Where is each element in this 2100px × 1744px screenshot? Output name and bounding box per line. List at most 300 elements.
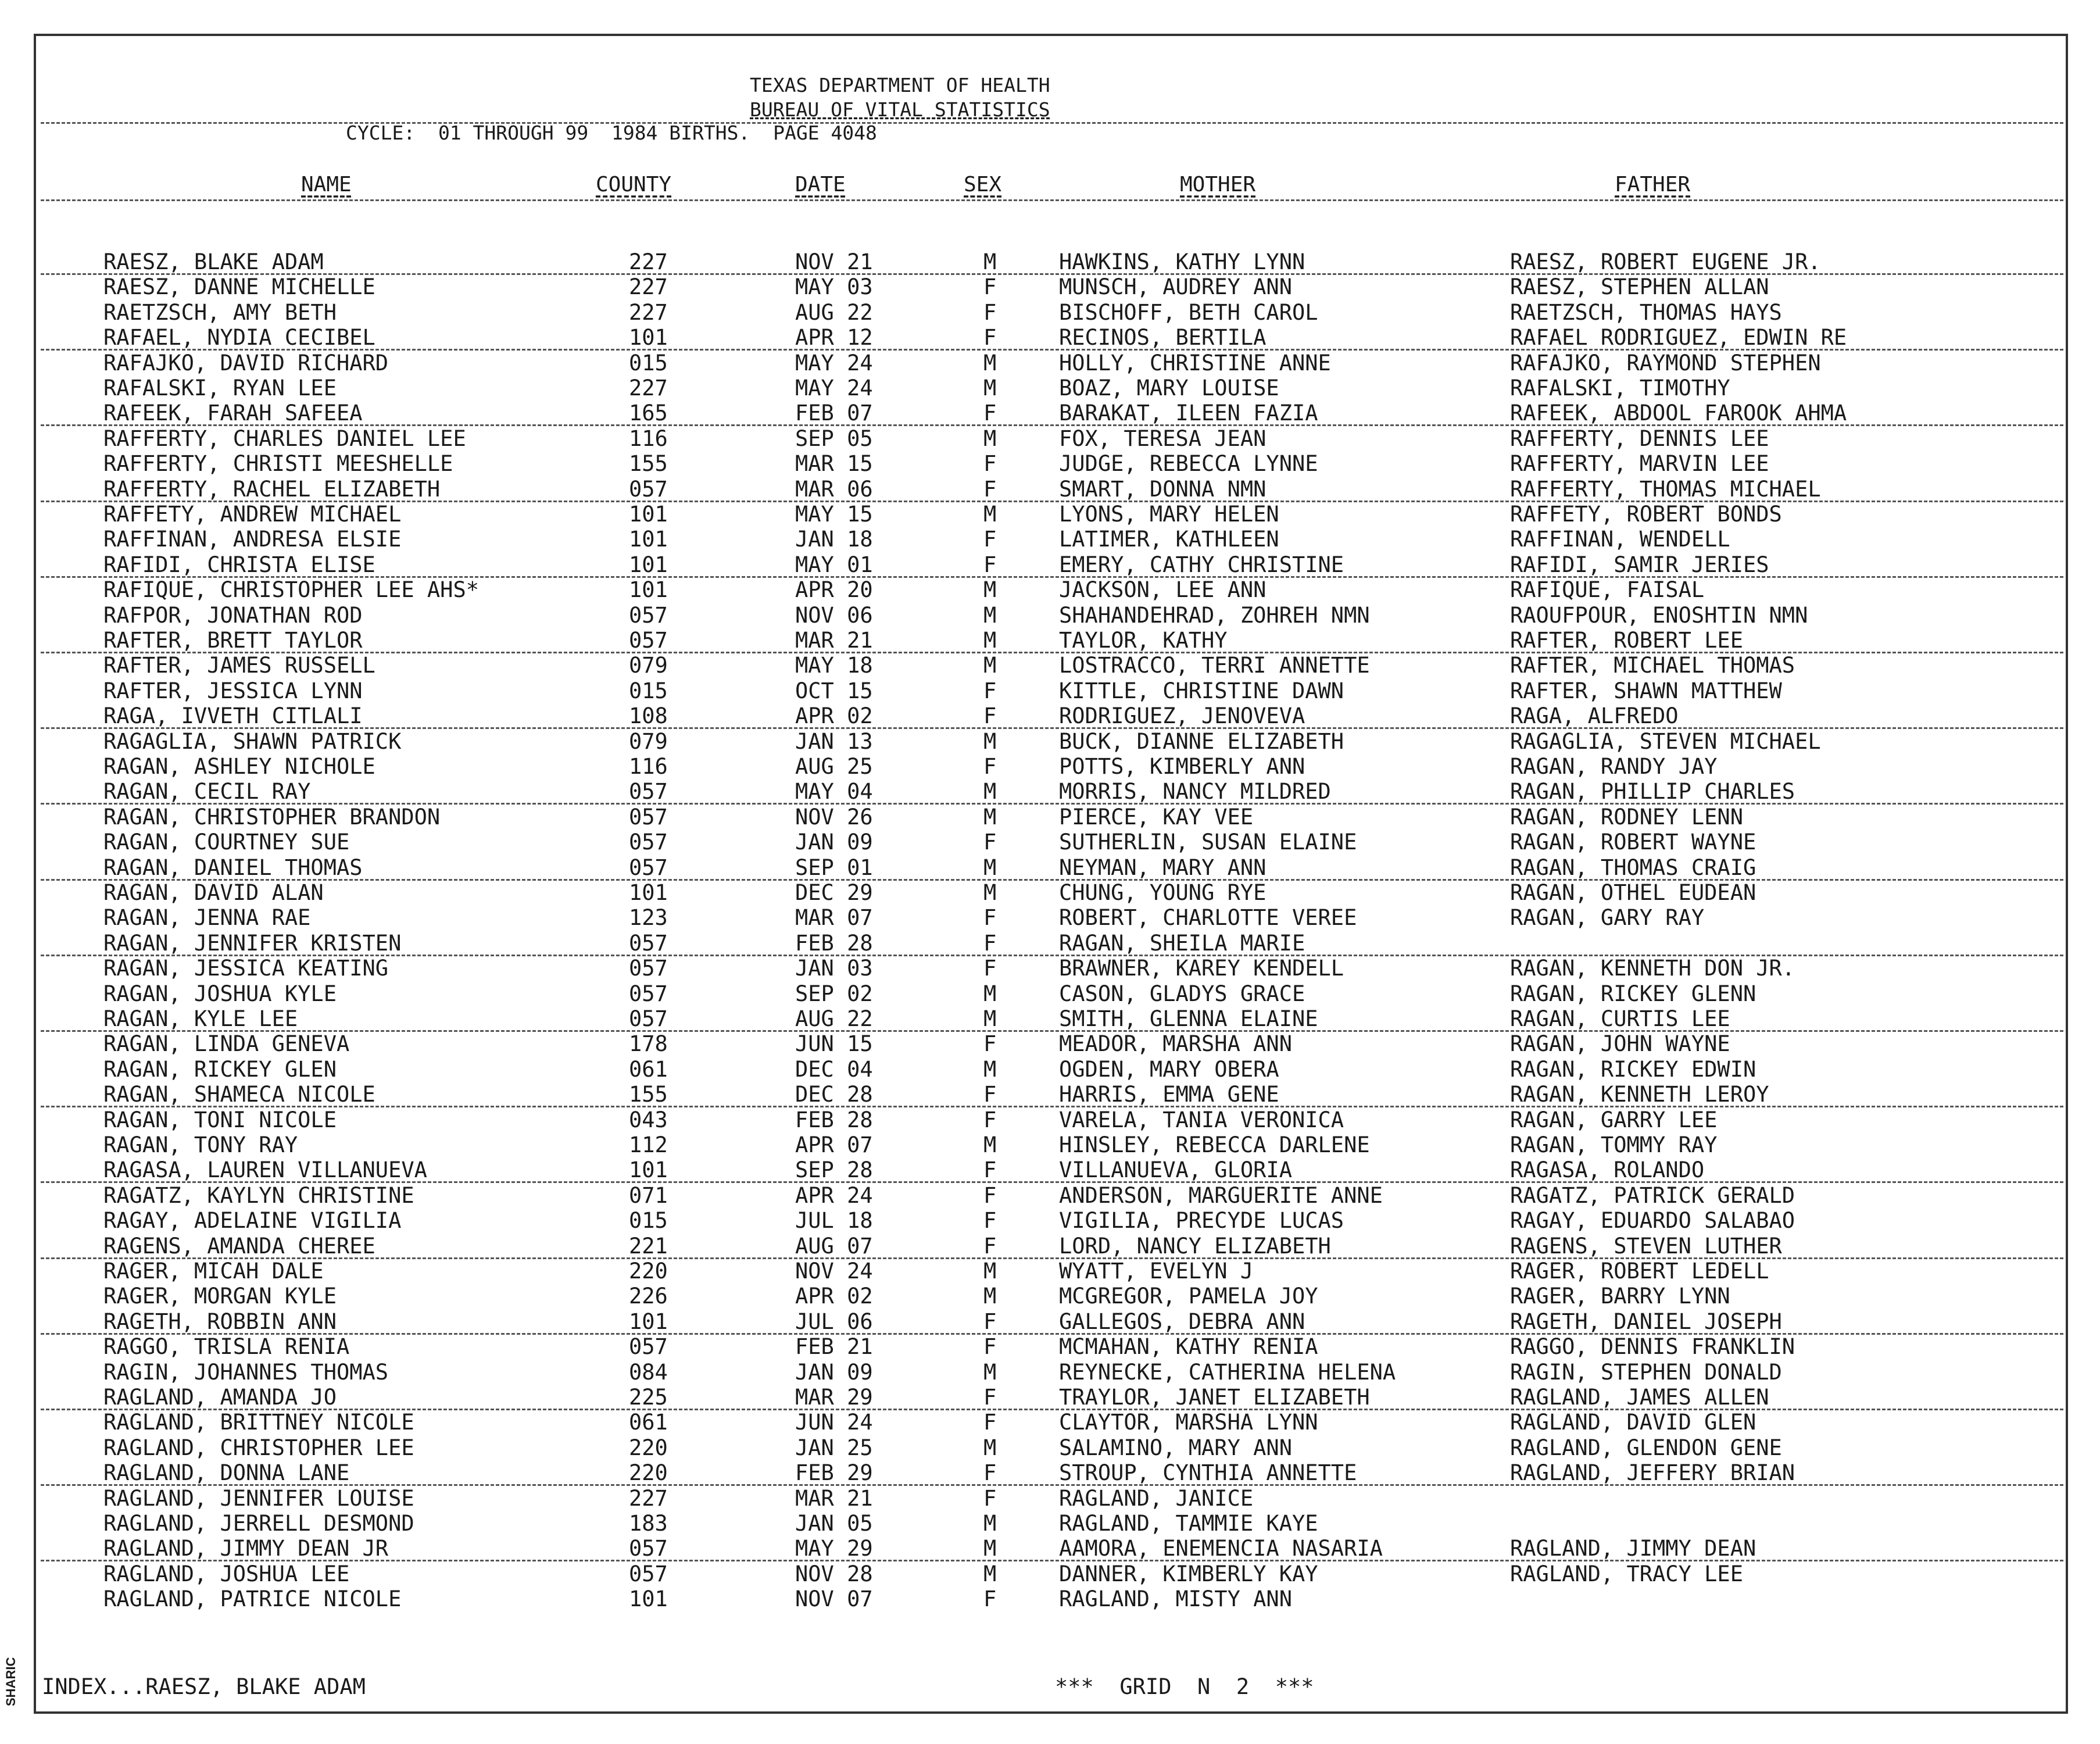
cell-date: MAY 15: [795, 502, 873, 527]
cell-date: OCT 15: [795, 678, 873, 703]
cell-father: RAFFERTY, DENNIS LEE: [1510, 426, 1769, 451]
grid-footer: *** GRID N 2 ***: [1055, 1674, 1314, 1699]
cell-sex: M: [983, 855, 997, 880]
cell-date: APR 24: [795, 1182, 873, 1208]
cell-county: 057: [629, 1334, 668, 1360]
cell-mother: CASON, GLADYS GRACE: [1059, 981, 1305, 1006]
cell-date: NOV 06: [795, 602, 873, 628]
side-label: SHARIC: [3, 1657, 18, 1706]
cell-county: 112: [629, 1132, 668, 1157]
column-header-county: COUNTY: [596, 173, 672, 196]
cell-father: RAGAN, JOHN WAYNE: [1510, 1031, 1730, 1057]
cell-sex: M: [983, 779, 997, 805]
cell-date: SEP 01: [795, 855, 873, 880]
cell-sex: M: [983, 981, 997, 1006]
cell-county: 057: [629, 855, 668, 880]
cell-father: RAESZ, ROBERT EUGENE JR.: [1510, 249, 1821, 274]
cell-father: RAFTER, SHAWN MATTHEW: [1510, 678, 1782, 703]
cell-father: RAGLAND, JAMES ALLEN: [1510, 1385, 1769, 1410]
cell-sex: F: [983, 1410, 997, 1435]
cell-date: JUL 18: [795, 1208, 873, 1234]
cell-county: 015: [629, 350, 668, 376]
cell-father: RAGGO, DENNIS FRANKLIN: [1510, 1334, 1795, 1360]
cell-date: NOV 21: [795, 249, 873, 274]
cell-date: MAY 04: [795, 779, 873, 805]
cell-father: RAESZ, STEPHEN ALLAN: [1510, 274, 1769, 300]
cell-father: RAGIN, STEPHEN DONALD: [1510, 1359, 1782, 1385]
cell-name: RAFFERTY, RACHEL ELIZABETH: [103, 476, 441, 502]
cell-mother: KITTLE, CHRISTINE DAWN: [1059, 678, 1344, 703]
index-footer: INDEX...RAESZ, BLAKE ADAM: [42, 1674, 366, 1699]
cell-father: RAGAN, KENNETH LEROY: [1510, 1082, 1769, 1107]
cell-date: FEB 28: [795, 930, 873, 956]
cell-sex: F: [983, 1460, 997, 1486]
cell-name: RAGASA, LAUREN VILLANUEVA: [103, 1157, 427, 1183]
cell-county: 227: [629, 249, 668, 274]
cell-sex: F: [983, 1082, 997, 1107]
cell-mother: HINSLEY, REBECCA DARLENE: [1059, 1132, 1370, 1157]
cell-county: 057: [629, 476, 668, 502]
cell-date: APR 02: [795, 703, 873, 729]
cell-name: RAGAN, KYLE LEE: [103, 1006, 298, 1031]
cell-date: FEB 28: [795, 1107, 873, 1132]
cell-mother: MUNSCH, AUDREY ANN: [1059, 274, 1292, 300]
cell-sex: F: [983, 1485, 997, 1511]
cell-date: JAN 03: [795, 956, 873, 981]
cell-date: JAN 05: [795, 1511, 873, 1536]
cell-sex: M: [983, 653, 997, 678]
cell-mother: LOSTRACCO, TERRI ANNETTE: [1059, 653, 1370, 678]
cell-sex: M: [983, 426, 997, 451]
cell-father: RAFFINAN, WENDELL: [1510, 527, 1730, 552]
cell-name: RAGAN, JOSHUA KYLE: [103, 981, 337, 1006]
cell-mother: MORRIS, NANCY MILDRED: [1059, 779, 1331, 805]
cell-name: RAGAN, DAVID ALAN: [103, 880, 324, 905]
cell-father: RAGAN, RICKEY GLENN: [1510, 981, 1756, 1006]
cell-sex: F: [983, 274, 997, 300]
cell-county: 227: [629, 274, 668, 300]
cell-date: MAR 15: [795, 451, 873, 477]
cell-father: RAGLAND, JEFFERY BRIAN: [1510, 1460, 1795, 1486]
cell-mother: BARAKAT, ILEEN FAZIA: [1059, 401, 1318, 426]
cell-mother: JUDGE, REBECCA LYNNE: [1059, 451, 1318, 477]
cell-name: RAFPOR, JONATHAN ROD: [103, 602, 363, 628]
cell-father: RAETZSCH, THOMAS HAYS: [1510, 299, 1782, 325]
cell-sex: F: [983, 1107, 997, 1132]
cell-father: RAGETH, DANIEL JOSEPH: [1510, 1309, 1782, 1334]
cell-sex: M: [983, 728, 997, 754]
cell-sex: M: [983, 1359, 997, 1385]
cell-name: RAGER, MICAH DALE: [103, 1259, 324, 1284]
cell-name: RAGETH, ROBBIN ANN: [103, 1309, 337, 1334]
cell-mother: RAGAN, SHEILA MARIE: [1059, 930, 1305, 956]
cell-father: RAFAJKO, RAYMOND STEPHEN: [1510, 350, 1821, 376]
cell-county: 227: [629, 299, 668, 325]
cell-name: RAGER, MORGAN KYLE: [103, 1284, 337, 1309]
cell-date: MAY 29: [795, 1536, 873, 1561]
cell-date: DEC 28: [795, 1082, 873, 1107]
cell-county: 101: [629, 552, 668, 577]
cell-name: RAFFERTY, CHARLES DANIEL LEE: [103, 426, 466, 451]
cell-name: RAETZSCH, AMY BETH: [103, 299, 337, 325]
cell-sex: M: [983, 1259, 997, 1284]
cell-mother: DANNER, KIMBERLY KAY: [1059, 1561, 1318, 1586]
cell-mother: LATIMER, KATHLEEN: [1059, 527, 1279, 552]
cell-sex: F: [983, 956, 997, 981]
cell-father: RAFIDI, SAMIR JERIES: [1510, 552, 1769, 577]
cell-date: JAN 09: [795, 830, 873, 855]
cell-father: RAFFERTY, MARVIN LEE: [1510, 451, 1769, 477]
cell-father: RAFEEK, ABDOOL FAROOK AHMA: [1510, 401, 1847, 426]
cell-name: RAGLAND, JOSHUA LEE: [103, 1561, 350, 1586]
cell-name: RAGA, IVVETH CITLALI: [103, 703, 363, 729]
cell-mother: REYNECKE, CATHERINA HELENA: [1059, 1359, 1396, 1385]
cell-sex: F: [983, 299, 997, 325]
cell-mother: VIGILIA, PRECYDE LUCAS: [1059, 1208, 1344, 1234]
cell-county: 155: [629, 1082, 668, 1107]
cell-date: MAR 21: [795, 1485, 873, 1511]
cell-county: 057: [629, 1536, 668, 1561]
column-header-father: FATHER: [1615, 173, 1691, 196]
cell-father: RAGAN, GARRY LEE: [1510, 1107, 1718, 1132]
cell-county: 221: [629, 1233, 668, 1259]
cell-sex: M: [983, 249, 997, 274]
cell-mother: RAGLAND, JANICE: [1059, 1485, 1254, 1511]
cell-name: RAGLAND, PATRICE NICOLE: [103, 1586, 402, 1612]
cell-date: SEP 02: [795, 981, 873, 1006]
cell-mother: RODRIGUEZ, JENOVEVA: [1059, 703, 1305, 729]
cell-name: RAGLAND, CHRISTOPHER LEE: [103, 1435, 414, 1460]
cell-name: RAGAN, TONY RAY: [103, 1132, 298, 1157]
cell-date: AUG 25: [795, 754, 873, 779]
cell-sex: F: [983, 1157, 997, 1183]
cell-sex: F: [983, 552, 997, 577]
cell-mother: GALLEGOS, DEBRA ANN: [1059, 1309, 1305, 1334]
cell-date: APR 20: [795, 577, 873, 603]
cell-mother: ANDERSON, MARGUERITE ANNE: [1059, 1182, 1383, 1208]
cell-mother: CHUNG, YOUNG RYE: [1059, 880, 1267, 905]
cell-date: AUG 22: [795, 299, 873, 325]
cell-date: APR 12: [795, 325, 873, 351]
cell-sex: F: [983, 703, 997, 729]
cell-date: JAN 13: [795, 728, 873, 754]
cell-sex: F: [983, 830, 997, 855]
cell-sex: F: [983, 1385, 997, 1410]
agency-title: TEXAS DEPARTMENT OF HEALTH: [750, 74, 1050, 97]
column-header-date: DATE: [795, 173, 846, 196]
cell-county: 220: [629, 1435, 668, 1460]
cell-sex: M: [983, 1284, 997, 1309]
cell-county: 178: [629, 1031, 668, 1057]
cell-county: 226: [629, 1284, 668, 1309]
cell-sex: F: [983, 476, 997, 502]
cell-date: MAY 24: [795, 376, 873, 401]
cell-county: 015: [629, 1208, 668, 1234]
cell-county: 057: [629, 1561, 668, 1586]
cell-name: RAGLAND, AMANDA JO: [103, 1385, 337, 1410]
cell-mother: HOLLY, CHRISTINE ANNE: [1059, 350, 1331, 376]
cell-mother: RAGLAND, MISTY ANN: [1059, 1586, 1292, 1612]
cell-sex: M: [983, 1056, 997, 1082]
cell-father: RAGAN, OTHEL EUDEAN: [1510, 880, 1756, 905]
cell-sex: F: [983, 1233, 997, 1259]
cell-father: RAGAN, KENNETH DON JR.: [1510, 956, 1795, 981]
cell-name: RAGAGLIA, SHAWN PATRICK: [103, 728, 402, 754]
cell-county: 101: [629, 1586, 668, 1612]
cell-county: 227: [629, 1485, 668, 1511]
cell-county: 101: [629, 325, 668, 351]
cycle-line: CYCLE: 01 THROUGH 99 1984 BIRTHS. PAGE 4048: [346, 121, 877, 144]
cell-father: RAGAN, CURTIS LEE: [1510, 1006, 1730, 1031]
cell-mother: HAWKINS, KATHY LYNN: [1059, 249, 1305, 274]
cell-mother: PIERCE, KAY VEE: [1059, 804, 1254, 830]
cell-sex: F: [983, 325, 997, 351]
cell-father: RAGLAND, GLENDON GENE: [1510, 1435, 1782, 1460]
cell-father: RAGAN, RODNEY LENN: [1510, 804, 1743, 830]
cell-sex: F: [983, 678, 997, 703]
cell-county: 101: [629, 880, 668, 905]
cell-date: NOV 07: [795, 1586, 873, 1612]
cell-father: RAGAN, ROBERT WAYNE: [1510, 830, 1756, 855]
cell-mother: FOX, TERESA JEAN: [1059, 426, 1267, 451]
cell-date: MAR 29: [795, 1385, 873, 1410]
column-header-mother: MOTHER: [1180, 173, 1256, 196]
cell-county: 116: [629, 426, 668, 451]
cell-date: MAY 18: [795, 653, 873, 678]
cell-sex: M: [983, 880, 997, 905]
cell-date: JAN 18: [795, 527, 873, 552]
cell-sex: F: [983, 527, 997, 552]
cell-date: FEB 29: [795, 1460, 873, 1486]
cell-date: DEC 29: [795, 880, 873, 905]
cell-county: 057: [629, 602, 668, 628]
cell-father: RAFTER, ROBERT LEE: [1510, 628, 1743, 653]
cell-county: 079: [629, 728, 668, 754]
cell-name: RAFIDI, CHRISTA ELISE: [103, 552, 375, 577]
cell-county: 043: [629, 1107, 668, 1132]
cell-mother: POTTS, KIMBERLY ANN: [1059, 754, 1305, 779]
cell-name: RAGIN, JOHANNES THOMAS: [103, 1359, 389, 1385]
cell-name: RAFTER, BRETT TAYLOR: [103, 628, 363, 653]
cell-sex: M: [983, 1132, 997, 1157]
cell-county: 101: [629, 1309, 668, 1334]
cell-mother: SUTHERLIN, SUSAN ELAINE: [1059, 830, 1357, 855]
cell-date: FEB 07: [795, 401, 873, 426]
cell-date: MAY 03: [795, 274, 873, 300]
cell-mother: BRAWNER, KAREY KENDELL: [1059, 956, 1344, 981]
cell-mother: ROBERT, CHARLOTTE VEREE: [1059, 905, 1357, 931]
cell-name: RAFTER, JAMES RUSSELL: [103, 653, 375, 678]
cell-mother: OGDEN, MARY OBERA: [1059, 1056, 1279, 1082]
cell-mother: TRAYLOR, JANET ELIZABETH: [1059, 1385, 1370, 1410]
cell-name: RAGAN, COURTNEY SUE: [103, 830, 350, 855]
cell-father: RAGAN, RANDY JAY: [1510, 754, 1718, 779]
cell-sex: F: [983, 401, 997, 426]
cell-county: 183: [629, 1511, 668, 1536]
cell-father: RAFAEL RODRIGUEZ, EDWIN RE: [1510, 325, 1847, 351]
row-rule: [41, 1106, 2063, 1107]
cell-sex: F: [983, 754, 997, 779]
cell-name: RAESZ, BLAKE ADAM: [103, 249, 324, 274]
cell-date: NOV 28: [795, 1561, 873, 1586]
cell-date: AUG 07: [795, 1233, 873, 1259]
cell-county: 057: [629, 956, 668, 981]
cell-sex: F: [983, 1334, 997, 1360]
cell-father: RAGLAND, JIMMY DEAN: [1510, 1536, 1756, 1561]
cell-sex: M: [983, 602, 997, 628]
bureau-title: BUREAU OF VITAL STATISTICS: [750, 98, 1050, 121]
cell-mother: BUCK, DIANNE ELIZABETH: [1059, 728, 1344, 754]
cell-mother: SALAMINO, MARY ANN: [1059, 1435, 1292, 1460]
cell-name: RAGLAND, DONNA LANE: [103, 1460, 350, 1486]
cell-mother: LORD, NANCY ELIZABETH: [1059, 1233, 1331, 1259]
cell-name: RAGAN, JENNA RAE: [103, 905, 311, 931]
cell-date: MAR 07: [795, 905, 873, 931]
cell-mother: LYONS, MARY HELEN: [1059, 502, 1279, 527]
cell-county: 123: [629, 905, 668, 931]
cell-name: RAGLAND, JENNIFER LOUISE: [103, 1485, 414, 1511]
cell-mother: BISCHOFF, BETH CAROL: [1059, 299, 1318, 325]
cell-father: RAGLAND, DAVID GLEN: [1510, 1410, 1756, 1435]
cell-date: FEB 21: [795, 1334, 873, 1360]
cell-date: NOV 26: [795, 804, 873, 830]
cell-mother: JACKSON, LEE ANN: [1059, 577, 1267, 603]
cell-date: MAR 21: [795, 628, 873, 653]
cell-county: 101: [629, 502, 668, 527]
cell-county: 057: [629, 628, 668, 653]
cell-name: RAGLAND, BRITTNEY NICOLE: [103, 1410, 414, 1435]
cell-father: RAFIQUE, FAISAL: [1510, 577, 1705, 603]
cell-mother: MEADOR, MARSHA ANN: [1059, 1031, 1292, 1057]
cell-father: RAGAN, PHILLIP CHARLES: [1510, 779, 1795, 805]
cell-sex: M: [983, 376, 997, 401]
cell-mother: SHAHANDEHRAD, ZOHREH NMN: [1059, 602, 1370, 628]
cell-name: RAGAN, CHRISTOPHER BRANDON: [103, 804, 441, 830]
cell-mother: MCGREGOR, PAMELA JOY: [1059, 1284, 1318, 1309]
cell-county: 155: [629, 451, 668, 477]
cell-county: 101: [629, 527, 668, 552]
cell-sex: M: [983, 350, 997, 376]
cell-father: RAGER, BARRY LYNN: [1510, 1284, 1730, 1309]
cell-county: 101: [629, 1157, 668, 1183]
cell-mother: AAMORA, ENEMENCIA NASARIA: [1059, 1536, 1383, 1561]
cell-name: RAGENS, AMANDA CHEREE: [103, 1233, 375, 1259]
cell-name: RAESZ, DANNE MICHELLE: [103, 274, 375, 300]
cell-name: RAGAN, RICKEY GLEN: [103, 1056, 337, 1082]
cell-sex: M: [983, 1511, 997, 1536]
cell-name: RAGAN, CECIL RAY: [103, 779, 311, 805]
cell-father: RAGENS, STEVEN LUTHER: [1510, 1233, 1782, 1259]
cell-date: JAN 09: [795, 1359, 873, 1385]
cell-mother: RAGLAND, TAMMIE KAYE: [1059, 1511, 1318, 1536]
cell-mother: HARRIS, EMMA GENE: [1059, 1082, 1279, 1107]
cell-mother: SMITH, GLENNA ELAINE: [1059, 1006, 1318, 1031]
row-rule: [41, 879, 2063, 881]
cell-county: 116: [629, 754, 668, 779]
cell-sex: M: [983, 628, 997, 653]
cell-county: 057: [629, 981, 668, 1006]
cell-date: DEC 04: [795, 1056, 873, 1082]
cell-date: JUN 24: [795, 1410, 873, 1435]
cell-sex: F: [983, 1182, 997, 1208]
cell-mother: WYATT, EVELYN J: [1059, 1259, 1254, 1284]
cell-name: RAGAN, TONI NICOLE: [103, 1107, 337, 1132]
cell-county: 227: [629, 376, 668, 401]
cell-mother: VARELA, TANIA VERONICA: [1059, 1107, 1344, 1132]
cell-sex: M: [983, 1435, 997, 1460]
cell-father: RAFTER, MICHAEL THOMAS: [1510, 653, 1795, 678]
cell-mother: CLAYTOR, MARSHA LYNN: [1059, 1410, 1318, 1435]
cell-mother: TAYLOR, KATHY: [1059, 628, 1228, 653]
cell-county: 057: [629, 930, 668, 956]
cell-county: 071: [629, 1182, 668, 1208]
cell-date: JAN 25: [795, 1435, 873, 1460]
cell-county: 165: [629, 401, 668, 426]
cell-sex: F: [983, 930, 997, 956]
cell-father: RAGER, ROBERT LEDELL: [1510, 1259, 1769, 1284]
cell-sex: F: [983, 1031, 997, 1057]
cell-father: RAGAGLIA, STEVEN MICHAEL: [1510, 728, 1821, 754]
cell-sex: M: [983, 1006, 997, 1031]
cell-mother: NEYMAN, MARY ANN: [1059, 855, 1267, 880]
cell-sex: F: [983, 1586, 997, 1612]
cell-father: RAOUFPOUR, ENOSHTIN NMN: [1510, 602, 1808, 628]
cell-county: 108: [629, 703, 668, 729]
cell-county: 220: [629, 1259, 668, 1284]
cell-sex: M: [983, 577, 997, 603]
cell-name: RAFFETY, ANDREW MICHAEL: [103, 502, 402, 527]
cell-name: RAGLAND, JIMMY DEAN JR: [103, 1536, 389, 1561]
cell-date: APR 02: [795, 1284, 873, 1309]
cell-mother: SMART, DONNA NMN: [1059, 476, 1267, 502]
cell-name: RAGAY, ADELAINE VIGILIA: [103, 1208, 402, 1234]
cell-father: RAGA, ALFREDO: [1510, 703, 1679, 729]
cell-county: 220: [629, 1460, 668, 1486]
cell-name: RAGAN, SHAMECA NICOLE: [103, 1082, 375, 1107]
cell-sex: F: [983, 1208, 997, 1234]
cell-sex: M: [983, 804, 997, 830]
cell-name: RAGAN, DANIEL THOMAS: [103, 855, 363, 880]
cell-date: JUN 15: [795, 1031, 873, 1057]
cell-father: RAFFERTY, THOMAS MICHAEL: [1510, 476, 1821, 502]
cell-name: RAGGO, TRISLA RENIA: [103, 1334, 350, 1360]
cell-father: RAFALSKI, TIMOTHY: [1510, 376, 1730, 401]
cell-name: RAGAN, JENNIFER KRISTEN: [103, 930, 402, 956]
cell-name: RAGATZ, KAYLYN CHRISTINE: [103, 1182, 414, 1208]
cell-name: RAGAN, ASHLEY NICHOLE: [103, 754, 375, 779]
cell-name: RAFIQUE, CHRISTOPHER LEE AHS*: [103, 577, 480, 603]
cell-county: 084: [629, 1359, 668, 1385]
cell-sex: M: [983, 502, 997, 527]
cell-mother: MCMAHAN, KATHY RENIA: [1059, 1334, 1318, 1360]
cell-sex: M: [983, 1536, 997, 1561]
cell-father: RAGAN, TOMMY RAY: [1510, 1132, 1718, 1157]
cell-sex: F: [983, 905, 997, 931]
cell-mother: BOAZ, MARY LOUISE: [1059, 376, 1279, 401]
cell-name: RAGAN, JESSICA KEATING: [103, 956, 389, 981]
cell-county: 057: [629, 804, 668, 830]
cell-sex: F: [983, 451, 997, 477]
cell-father: RAGAN, RICKEY EDWIN: [1510, 1056, 1756, 1082]
cell-county: 015: [629, 678, 668, 703]
cell-date: MAR 06: [795, 476, 873, 502]
cell-sex: F: [983, 1309, 997, 1334]
cell-date: SEP 28: [795, 1157, 873, 1183]
cell-name: RAFAJKO, DAVID RICHARD: [103, 350, 389, 376]
cell-county: 061: [629, 1056, 668, 1082]
cell-mother: EMERY, CATHY CHRISTINE: [1059, 552, 1344, 577]
cell-county: 061: [629, 1410, 668, 1435]
